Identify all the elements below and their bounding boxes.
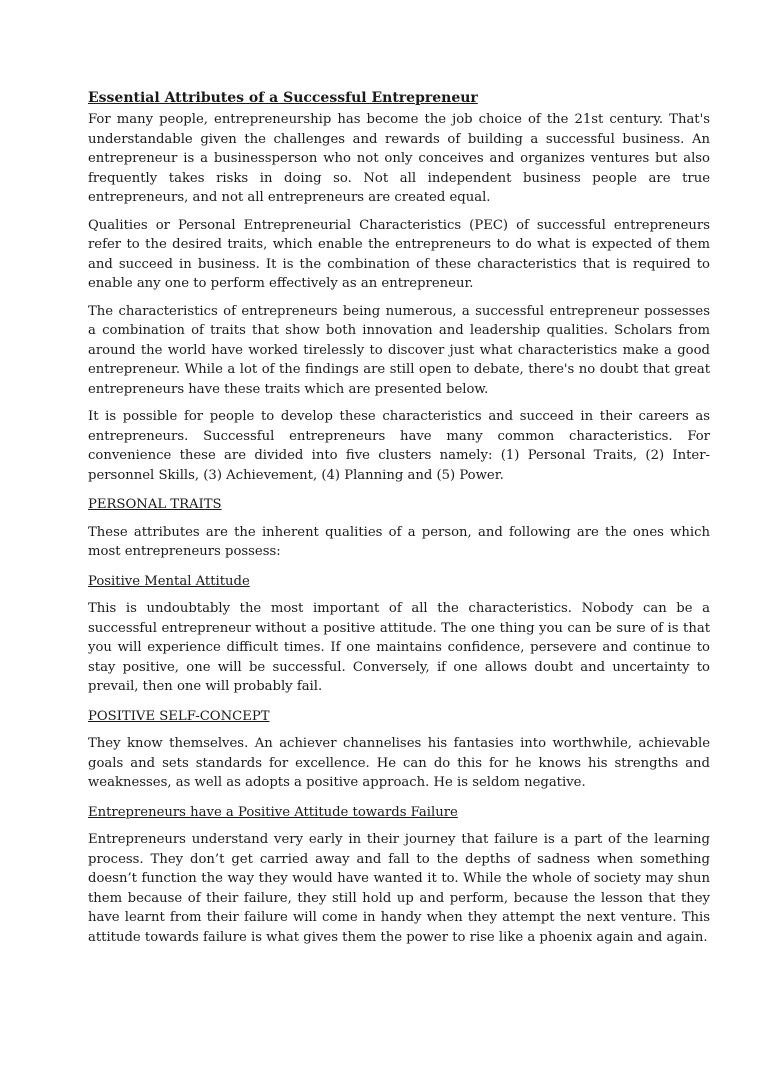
section-body-personal-traits: These attributes are the inherent qualities of a person, and following are the ones which most entrepreneurs possess:	[88, 524, 710, 559]
section-heading-personal-traits: PERSONAL TRAITS	[88, 497, 222, 512]
section-heading-positive-mental-attitude: Positive Mental Attitude	[88, 573, 250, 589]
intro-paragraph-3: The characteristics of entrepreneurs being numerous, a successful entrepreneur possesses a combination of traits that show both innovation and leadership qualities. Scholars from around the world have worked tirelessly to discover just what characteristics make a good entrepreneur. While a lot of the findings are still open to debate, there's no doubt that great entrepreneurs have these traits which are presented below.	[88, 303, 710, 397]
document-page	[88, 88, 710, 955]
section-body-positive-mental-attitude: This is undoubtably the most important of all the characteristics. Nobody can be a successful entrepreneur without a positive attitude. The one thing you can be sure of is that you will experience difficult times. If one maintains confidence, persevere and continue to stay positive, one will be successful. Conversely, if one allows doubt and uncertainty to prevail, then one will probably fail.	[88, 601, 710, 694]
section-heading-positive-self-concept: POSITIVE SELF-CONCEPT	[88, 708, 270, 724]
intro-paragraph-1: For many people, entrepreneurship has become the job choice of the 21st century. That's understandable given the challenges and rewards of building a successful business. An entrepreneur is a businessperson who not only conceives and organizes ventures but also frequently takes risks in doing so. Not all independent business people are true entrepreneurs, and not all entrepreneurs are created equal.	[88, 112, 710, 205]
section-body-positive-self-concept: They know themselves. An achiever channelises his fantasies into worthwhile, achievable goals and sets standards for excellence. He can do this for he knows his strengths and weaknesses, as well as adopts a positive approach. He is seldom negative.	[88, 736, 710, 790]
section-heading-attitude-towards-failure: Entrepreneurs have a Positive Attitude towards Failure	[88, 804, 458, 820]
intro-paragraph-2: Qualities or Personal Entrepreneurial Characteristics (PEC) of successful entrepreneurs refer to the desired traits, which enable the entrepreneurs to do what is expected of them and succeed in business. It is the combination of these characteristics that is required to enable any one to perform effectively as an entrepreneur.	[88, 217, 710, 291]
document-title: Essential Attributes of a Successful Entrepreneur	[88, 90, 478, 106]
section-body-attitude-towards-failure: Entrepreneurs understand very early in their journey that failure is a part of the learning process. They don’t get carried away and fall to the depths of sadness when something doesn’t function the way they would have wanted it to. While the whole of society may shun them because of their failure, they still hold up and perform, because the lesson that they have learnt from their failure will come in handy when they attempt the next venture. This attitude towards failure is what gives them the power to rise like a phoenix again and again.	[88, 832, 710, 945]
intro-paragraph-4: It is possible for people to develop these characteristics and succeed in their careers as entrepreneurs. Successful entrepreneurs have many common characteristics. For convenience these are divided into five clusters namely: (1) Personal Traits, (2) Inter-personnel Skills, (3) Achievement, (4) Planning and (5) Power.	[88, 409, 710, 483]
